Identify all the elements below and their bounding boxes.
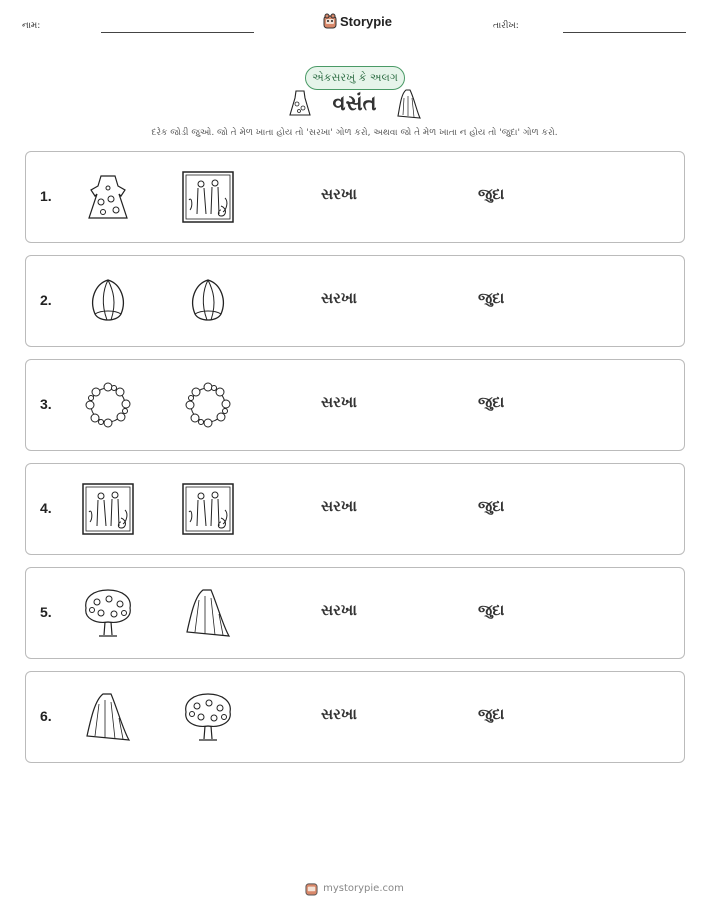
tulip-icon xyxy=(181,274,235,328)
question-row xyxy=(25,671,685,763)
different-option[interactable]: જુદા xyxy=(478,393,505,411)
same-option[interactable]: સરખા xyxy=(321,705,357,723)
name-line[interactable] xyxy=(101,32,254,33)
different-option[interactable]: જુદા xyxy=(478,497,505,515)
question-number: 5. xyxy=(40,604,52,620)
different-option[interactable]: જુદા xyxy=(478,601,505,619)
question-row xyxy=(25,255,685,347)
different-option[interactable]: જુદા xyxy=(478,185,505,203)
storypie-mascot-icon xyxy=(305,881,318,896)
tulip-icon xyxy=(81,274,135,328)
wreath-icon xyxy=(181,378,235,432)
tapestry-icon xyxy=(181,482,235,536)
same-option[interactable]: સરખા xyxy=(321,601,357,619)
different-option[interactable]: જુદા xyxy=(478,705,505,723)
date-label: તારીખ: xyxy=(493,21,519,31)
footer xyxy=(0,881,709,896)
tapestry-icon xyxy=(81,482,135,536)
veil-icon xyxy=(396,88,422,120)
wreath-icon xyxy=(81,378,135,432)
different-option[interactable]: જુદા xyxy=(478,289,505,307)
tree-icon xyxy=(81,586,135,640)
dress-icon xyxy=(81,170,135,224)
page-title: વસંત xyxy=(332,91,377,115)
question-row xyxy=(25,151,685,243)
brand-name: Storypie xyxy=(340,13,393,29)
storypie-mascot-icon xyxy=(323,13,337,29)
question-number: 3. xyxy=(40,396,52,412)
question-number: 6. xyxy=(40,708,52,724)
brand-logo xyxy=(323,13,392,29)
veil-icon xyxy=(181,586,235,640)
worksheet-type-badge: એકસરખું કે અલગ xyxy=(305,66,405,90)
date-line[interactable] xyxy=(563,32,686,33)
question-row xyxy=(25,567,685,659)
question-row xyxy=(25,359,685,451)
footer-url[interactable]: mystorypie.com xyxy=(323,883,404,894)
veil-icon xyxy=(81,690,135,744)
same-option[interactable]: સરખા xyxy=(321,185,357,203)
tree-icon xyxy=(181,690,235,744)
tapestry-icon xyxy=(181,170,235,224)
question-number: 1. xyxy=(40,188,52,204)
same-option[interactable]: સરખા xyxy=(321,393,357,411)
same-option[interactable]: સરખા xyxy=(321,497,357,515)
question-number: 4. xyxy=(40,500,52,516)
same-option[interactable]: સરખા xyxy=(321,289,357,307)
question-row xyxy=(25,463,685,555)
question-number: 2. xyxy=(40,292,52,308)
instructions: દરેક જોડી જુઓ. જો તે મેળ ખાતા હોય તો 'સરખા' ગોળ કરો, અથવા જો તે મેળ ખાતા ન હોય તો 'જુદા' ગોળ કરો. xyxy=(151,128,558,138)
name-label: નામ: xyxy=(22,21,41,31)
